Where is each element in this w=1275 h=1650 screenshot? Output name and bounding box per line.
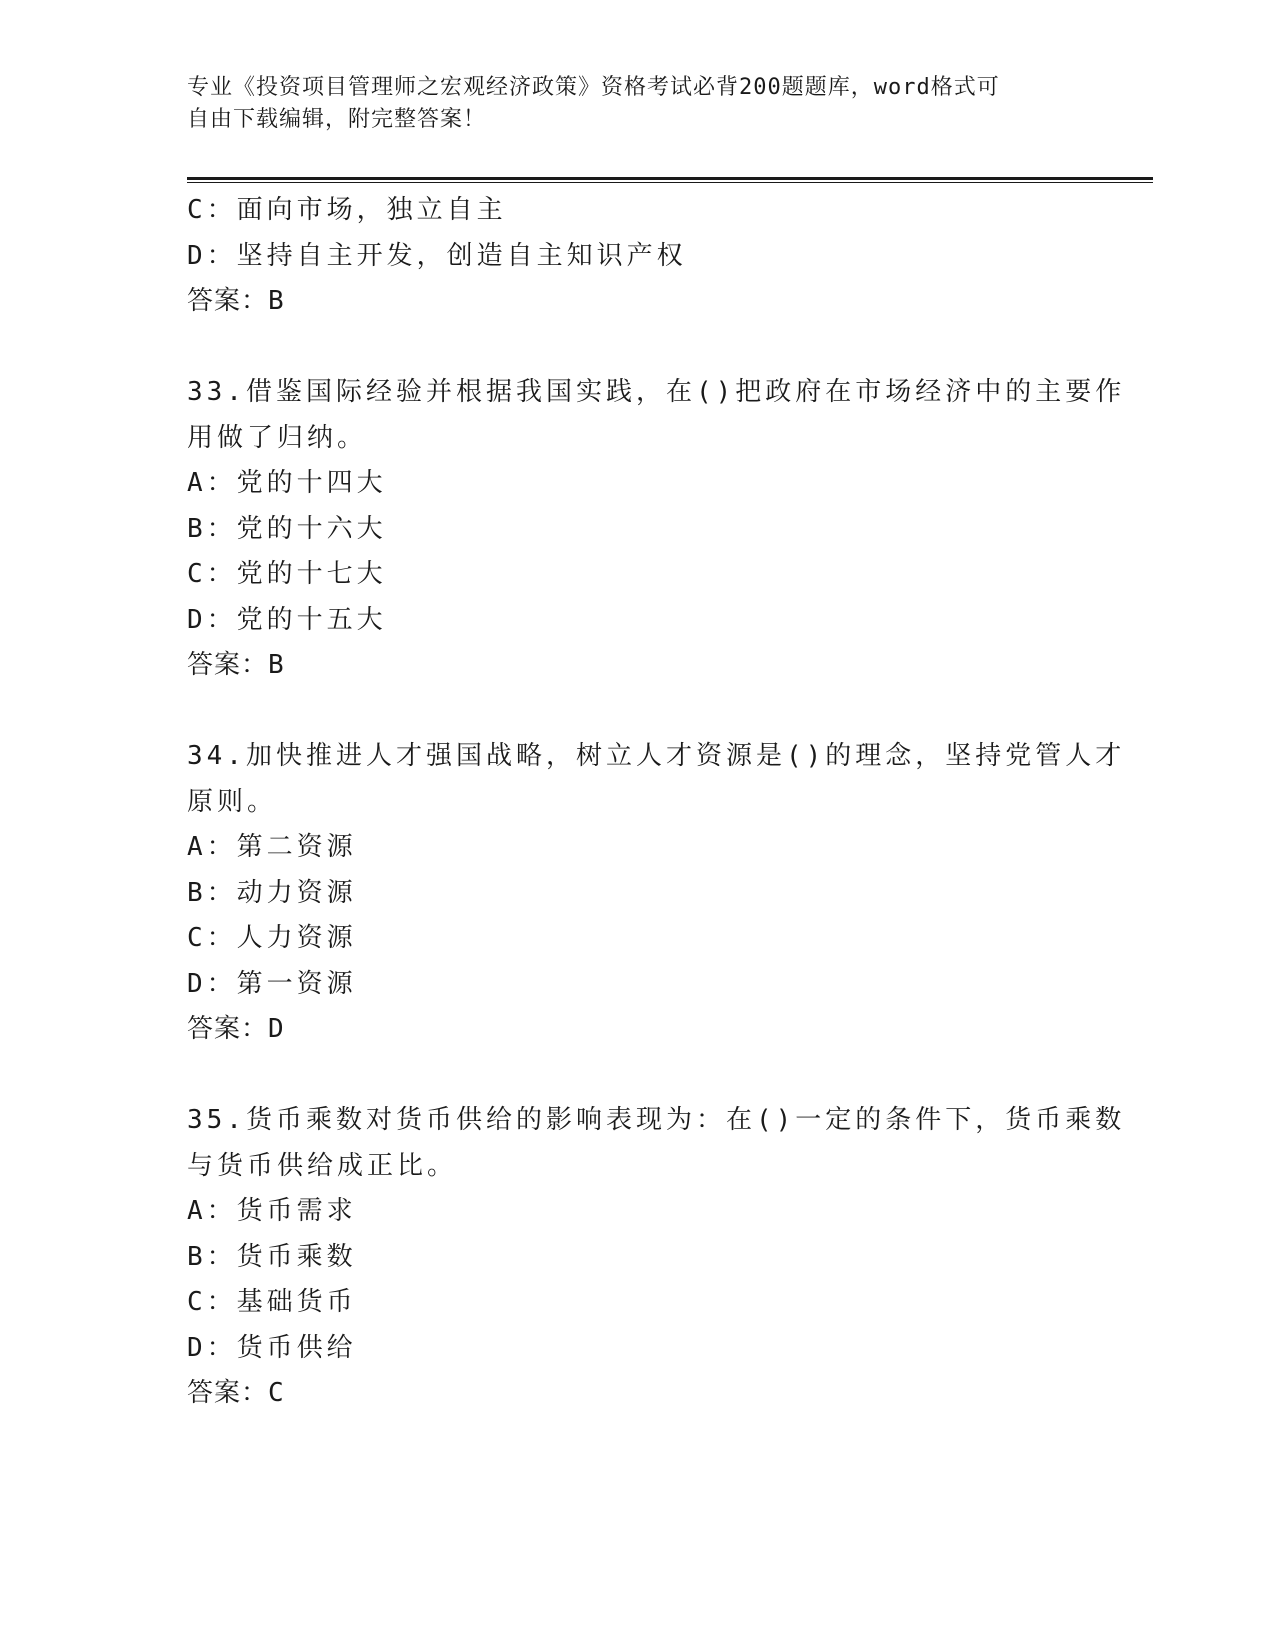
option-d: D：坚持自主开发，创造自主知识产权 — [187, 240, 687, 271]
header-line: 专业《投资项目管理师之宏观经济政策》资格考试必背200题题库，word格式可 — [187, 75, 1000, 100]
option-c: C：人力资源 — [187, 923, 357, 953]
answer-line: 答案：B — [187, 650, 285, 680]
document-header — [187, 72, 1087, 136]
question-list — [187, 188, 1126, 1417]
question-stem: 用做了归纳。 — [187, 422, 368, 453]
option-a: A：第二资源 — [187, 832, 357, 862]
option-b: B：动力资源 — [187, 877, 357, 908]
spacer — [187, 689, 1087, 735]
question-stem: 与货币供给成正比。 — [187, 1150, 458, 1181]
answer-line: 答案：C — [187, 1378, 285, 1408]
option-c: C：面向市场，独立自主 — [187, 195, 507, 225]
option-b: B：货币乘数 — [187, 1241, 357, 1272]
answer-line: 答案：D — [187, 1014, 285, 1044]
option-c: C：基础货币 — [187, 1287, 357, 1317]
option-d: D：货币供给 — [187, 1332, 357, 1363]
option-c: C：党的十七大 — [187, 559, 387, 589]
option-d: D：党的十五大 — [187, 604, 387, 635]
header-divider-thin — [187, 182, 1153, 183]
question-stem: 原则。 — [187, 786, 278, 817]
option-a: A：党的十四大 — [187, 468, 387, 498]
spacer — [187, 325, 1087, 371]
header-line: 自由下载编辑，附完整答案！ — [187, 107, 487, 132]
header-divider-thick — [187, 177, 1153, 180]
option-b: B：党的十六大 — [187, 513, 387, 544]
question-stem: 33.借鉴国际经验并根据我国实践，在()把政府在市场经济中的主要作 — [187, 377, 1126, 407]
question-stem: 34.加快推进人才强国战略，树立人才资源是()的理念，坚持党管人才 — [187, 741, 1126, 771]
question-stem: 35.货币乘数对货币供给的影响表现为：在()一定的条件下，货币乘数 — [187, 1105, 1126, 1135]
option-a: A：货币需求 — [187, 1196, 357, 1226]
answer-line: 答案：B — [187, 286, 285, 316]
spacer — [187, 1053, 1087, 1099]
option-d: D：第一资源 — [187, 968, 357, 999]
